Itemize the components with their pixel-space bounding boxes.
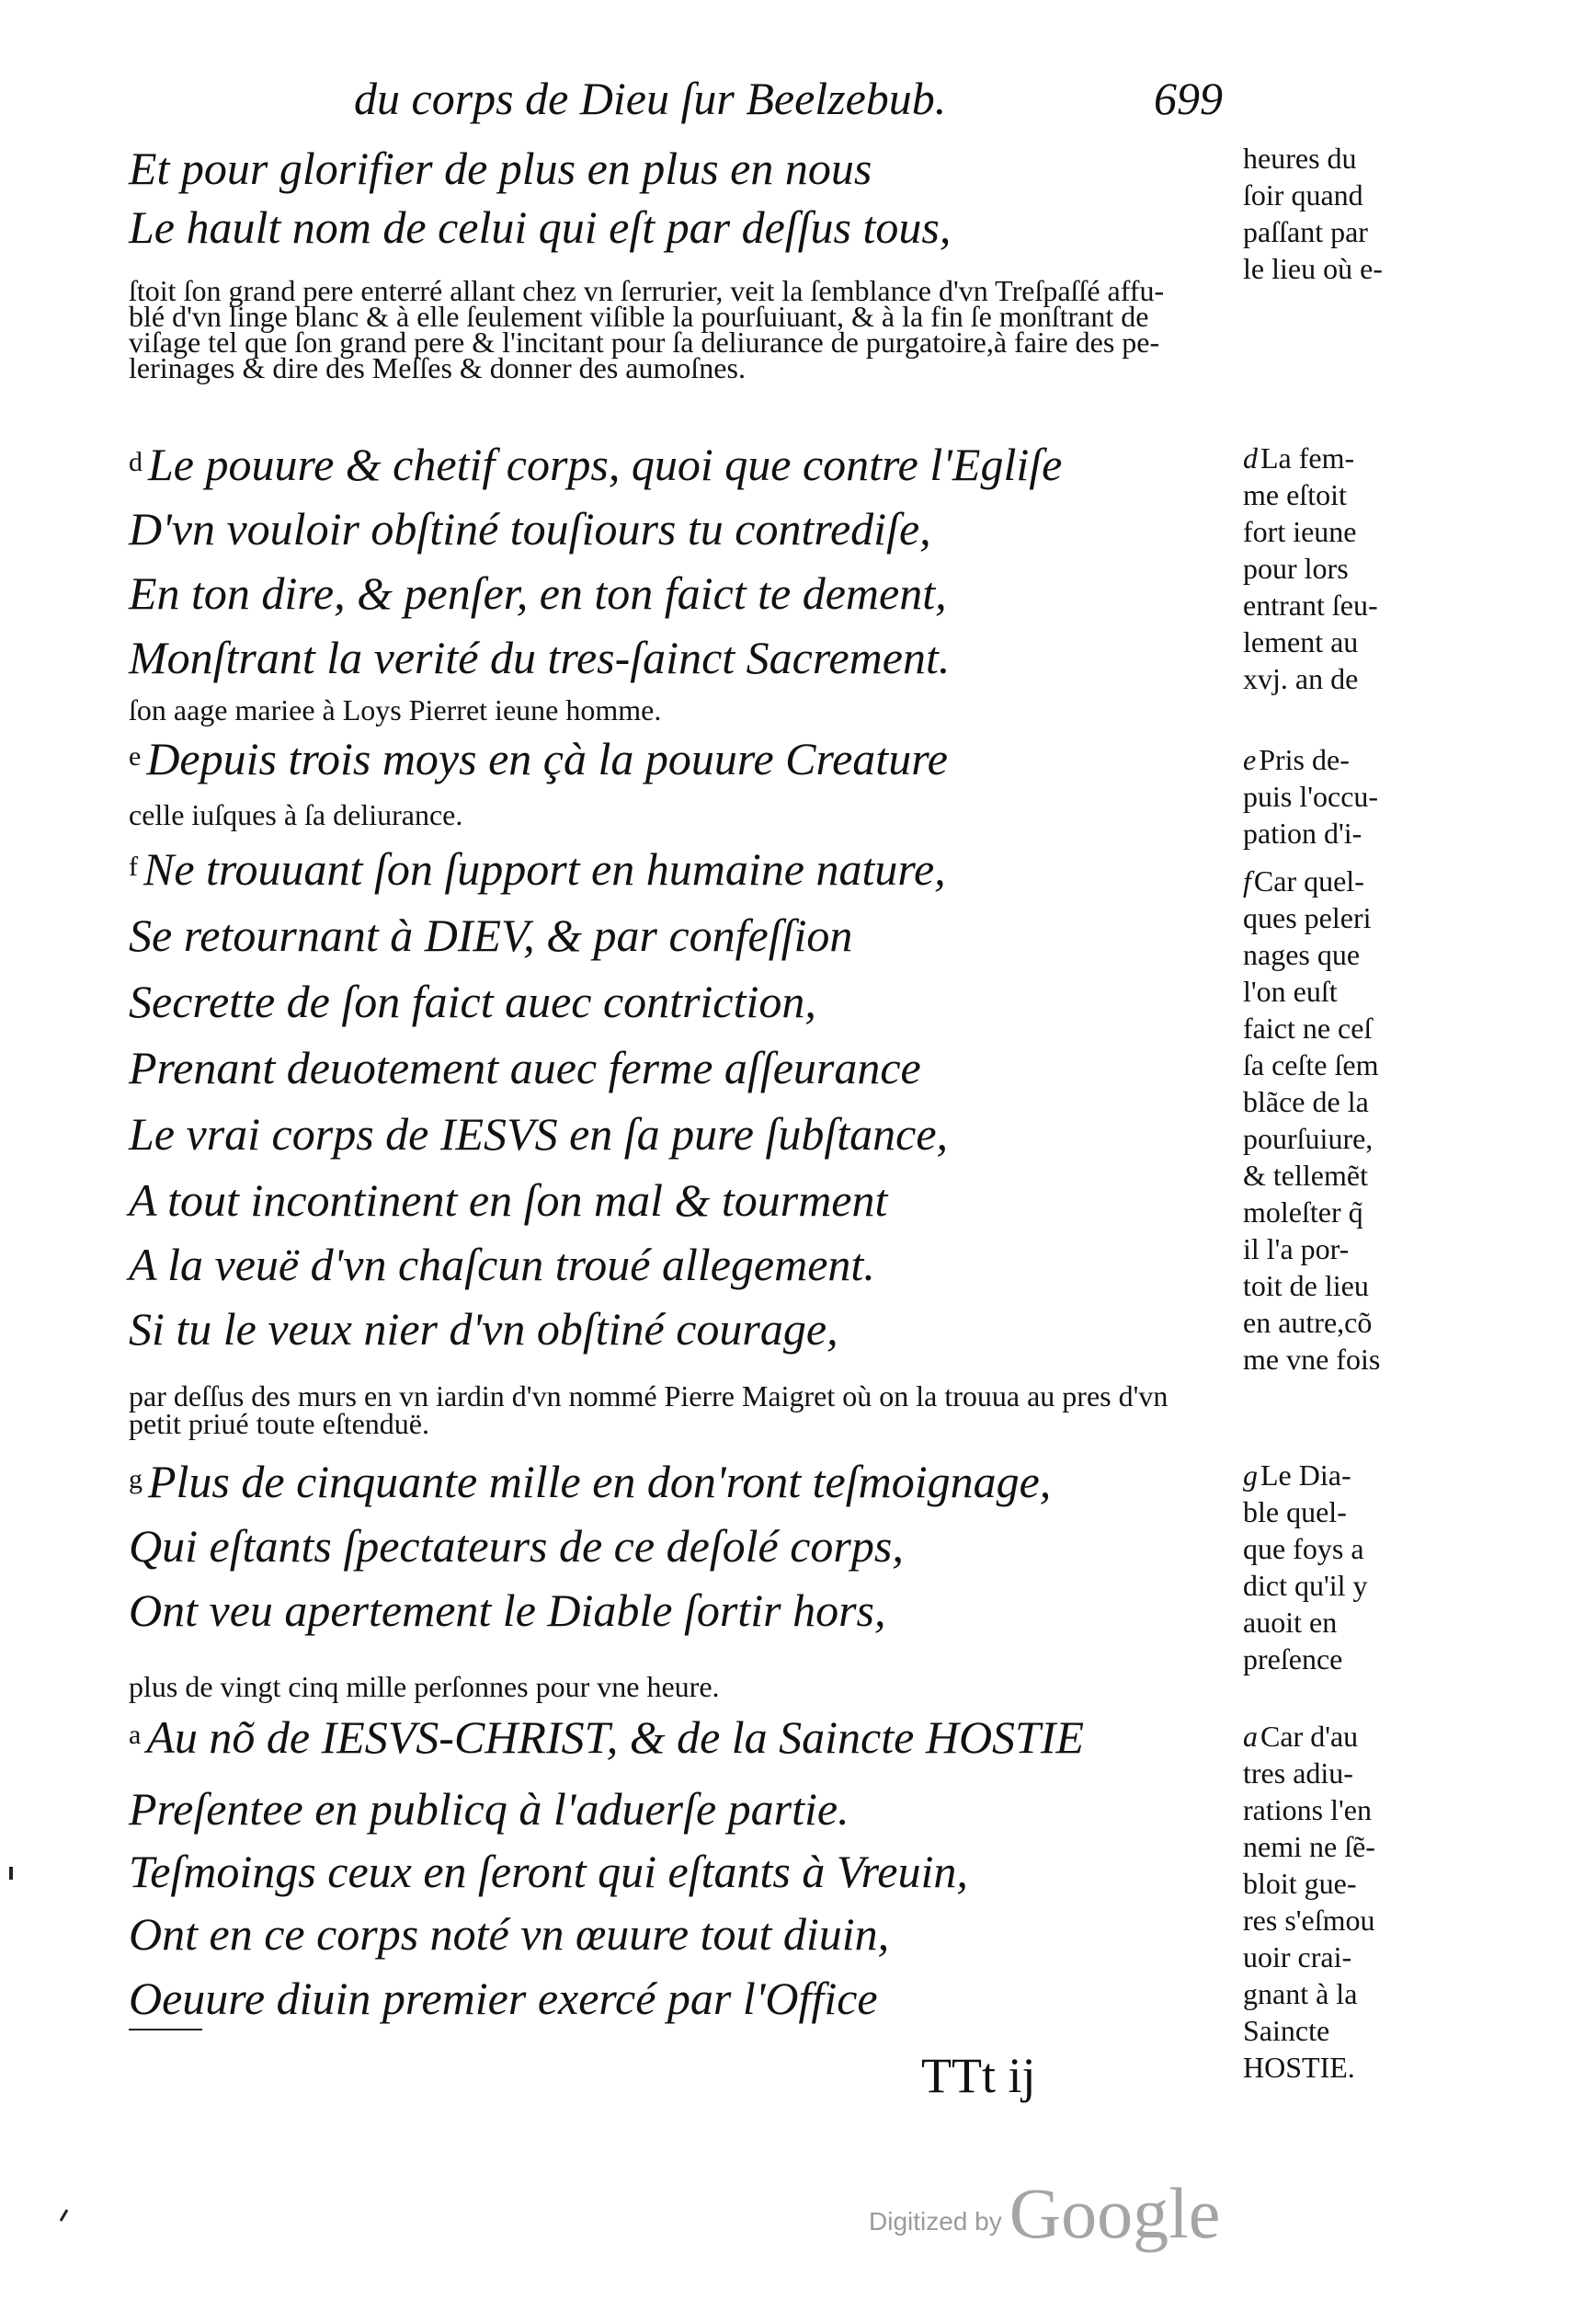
verse-line: $^e$ Depuis trois moys en çà la pouure Creature	[129, 733, 948, 784]
prose-line: ſtoit ſon grand pere enterré allant chez vn ſerrurier, veit la ſemblance d'vn Treſpaſſé affu-	[129, 274, 1165, 307]
prose-line: petit priué toute eſtenduë.	[129, 1407, 429, 1440]
watermark-brand: Google	[1009, 2173, 1221, 2253]
note-key: e	[1243, 743, 1257, 776]
verse-line: Se retournant à DIEV, & par confeſſion	[129, 909, 853, 961]
note-marker: d	[129, 447, 142, 477]
verse-line: Qui eſtants ſpectateurs de ce deſolé corps,	[129, 1520, 904, 1572]
verse-line: Ont en ce corps noté vn œuure tout diuin,	[129, 1908, 890, 1960]
page-number: 699	[1154, 73, 1223, 124]
scan-speck	[129, 2029, 202, 2030]
verse-line: $^d$ Le pouure & chetif corps, quoi que contre l'Egliſe	[129, 439, 1063, 490]
verse-line: Prenant deuotement auec ferme aſſeurance	[129, 1042, 921, 1093]
verse-line: Monſtrant la verité du tres-ſainct Sacrement.	[129, 632, 951, 683]
note-key: a	[1243, 1720, 1258, 1753]
note-marker: e	[129, 741, 142, 772]
digitized-watermark	[869, 2172, 1220, 2255]
margin-note: ePris de- puis l'occu- pation d'i-	[1243, 743, 1379, 850]
prose-line: celle iuſques à ſa deliurance.	[129, 798, 463, 831]
running-title: du corps de Dieu ſur Beelzebub.	[354, 73, 947, 124]
verse-line: $^a$ Au nõ de IESVS-CHRIST, & de la Saincte HOSTIE	[129, 1711, 1085, 1763]
note-key: f	[1243, 864, 1251, 898]
verse-line: Et pour glorifier de plus en plus en nous	[129, 143, 872, 194]
verse-line: Ont veu apertement le Diable ſortir hors,	[129, 1584, 886, 1636]
prose-line: ſon aage mariee à Loys Pierret ieune homme.	[129, 693, 662, 726]
prose-line: lerinages & dire des Meſſes & donner des aumoſnes.	[129, 351, 746, 384]
verse-line: Secrette de ſon faict auec contriction,	[129, 976, 816, 1027]
verse-line: Preſentee en publicq à l'aduerſe partie.	[129, 1783, 849, 1835]
verse-line: Si tu le veux nier d'vn obſtiné courage,	[129, 1303, 838, 1355]
verse-line: A la veuë d'vn chaſcun troué allegement.	[129, 1239, 875, 1290]
note-key: d	[1243, 441, 1258, 475]
prose-line: par deſſus des murs en vn iardin d'vn nommé Pierre Maigret où on la trouua au pres d'vn	[129, 1379, 1168, 1413]
signature-mark: TTt ij	[921, 2048, 1036, 2103]
verse-line: D'vn vouloir obſtiné touſiours tu contrediſe,	[129, 503, 931, 555]
prose-line: blé d'vn linge blanc & à elle ſeulement viſible la pourſuiuant, & à la fin ſe monſtrant de	[129, 300, 1149, 333]
prose-line: viſage tel que ſon grand pere & l'incitant pour ſa deliurance de purgatoire,à faire des pe-	[129, 326, 1160, 359]
prose-line: plus de vingt cinq mille perſonnes pour vne heure.	[129, 1670, 720, 1703]
margin-note: dLa fem- me eſtoit fort ieune pour lors entrant ſeu- lement au xvj. an de	[1243, 441, 1378, 695]
verse-line: $^f$ Ne trouuant ſon ſupport en humaine nature,	[129, 843, 946, 895]
note-key: g	[1243, 1458, 1258, 1492]
note-marker: f	[129, 852, 138, 882]
verse-line: Le vrai corps de IESVS en ſa pure ſubſtance,	[129, 1108, 949, 1160]
note-marker: a	[129, 1720, 142, 1750]
verse-line: En ton dire, & penſer, en ton faict te dement,	[129, 567, 947, 619]
verse-line: $^g$ Plus de cinquante mille en don'ront teſmoignage,	[129, 1456, 1052, 1507]
verse-line: A tout incontinent en ſon mal & tourment	[129, 1174, 888, 1226]
verse-line: Oeuure diuin premier exercé par l'Office	[129, 1973, 878, 2024]
margin-note: fCar quel- ques peleri nages que l'on euſt faict ne ceſ ſa ceſte ſem blãce de la pourſuiure, & tellemẽt moleſter q̃ il l'a por- toit de lieu en autre,cõ me vne fois	[1243, 864, 1381, 1376]
scan-speck	[60, 2209, 69, 2222]
margin-note: aCar d'au tres adiu- rations l'en nemi ne ſẽ- bloit gue- res s'eſmou uoir crai- gnant à la Saincte HOSTIE.	[1243, 1720, 1375, 2084]
margin-note: gLe Dia- ble quel- que foys a dict qu'il y auoit en preſence	[1243, 1458, 1368, 1676]
verse-line: Le hault nom de celui qui eſt par deſſus tous,	[129, 201, 952, 253]
watermark-prefix: Digitized by	[869, 2207, 1002, 2236]
verse-line: Teſmoings ceux en ſeront qui eſtants à Vreuin,	[129, 1846, 968, 1897]
note-marker: g	[129, 1464, 142, 1494]
scan-speck	[9, 1867, 13, 1880]
margin-note: heures du ſoir quand paſſant par le lieu où e-	[1243, 142, 1383, 285]
